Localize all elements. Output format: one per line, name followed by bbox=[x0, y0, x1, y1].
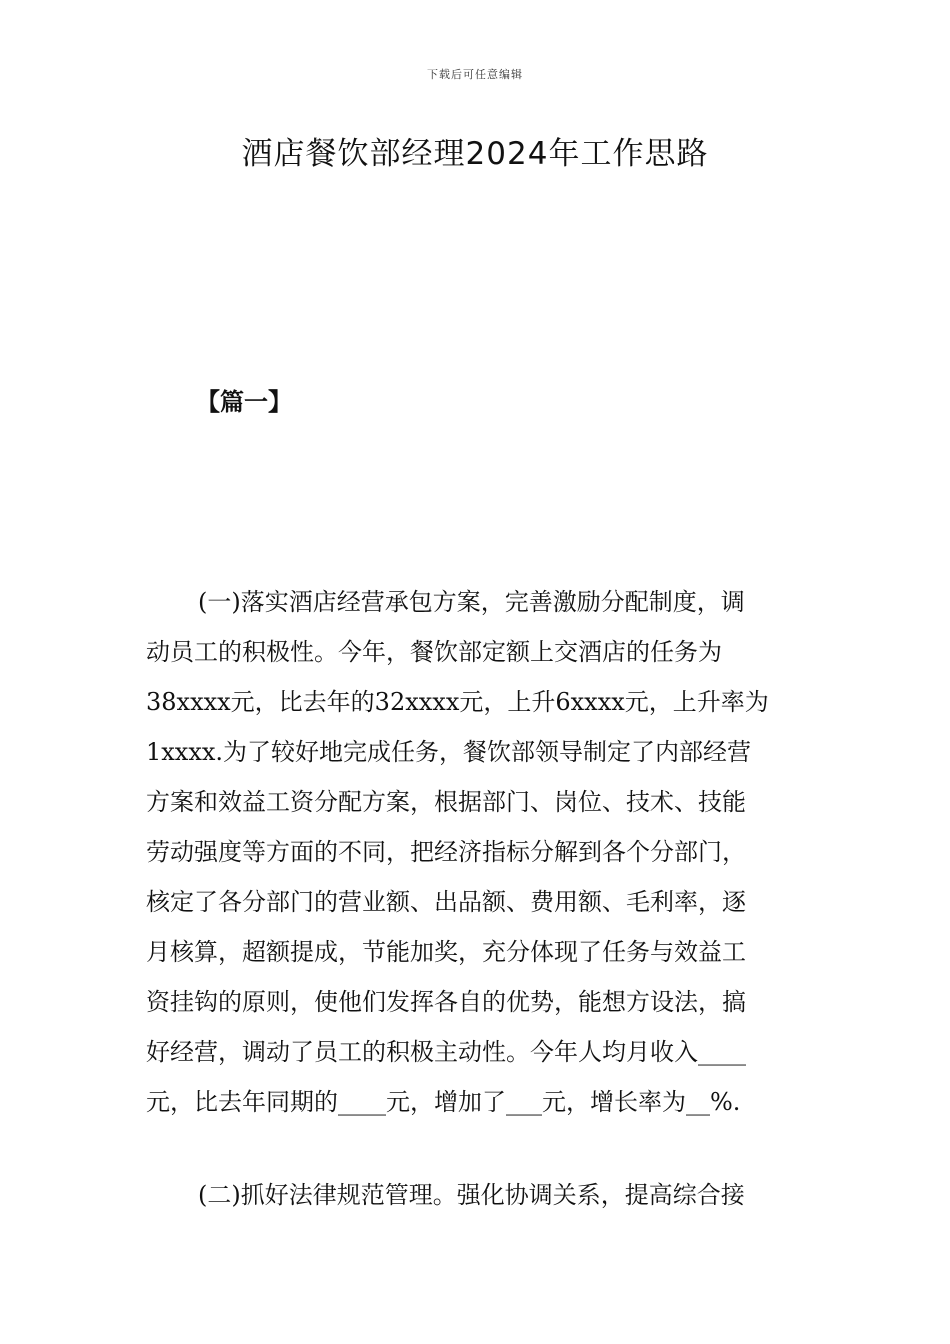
section-label: 【篇一】 bbox=[196, 388, 292, 416]
paragraph-line: 月核算，超额提成，节能加奖，充分体现了任务与效益工 bbox=[146, 938, 746, 966]
paragraph-line: 资挂钩的原则，使他们发挥各自的优势，能想方设法，搞 bbox=[146, 988, 746, 1016]
paragraph-line: 38xxxx元，比去年的32xxxx元，上升6xxxx元，上升率为 bbox=[146, 688, 769, 716]
paragraph-line: 好经营，调动了员工的积极主动性。今年人均月收入____ bbox=[146, 1038, 746, 1066]
paragraph-line: 元，比去年同期的____元，增加了___元，增长率为__%. bbox=[146, 1088, 741, 1116]
paragraph-line: 1xxxx.为了较好地完成任务，餐饮部领导制定了内部经营 bbox=[146, 738, 752, 766]
paragraph-line: 动员工的积极性。今年，餐饮部定额上交酒店的任务为 bbox=[146, 638, 722, 666]
paragraph-line: (一)落实酒店经营承包方案，完善激励分配制度，调 bbox=[198, 588, 745, 616]
paragraph-line: 劳动强度等方面的不同，把经济指标分解到各个分部门， bbox=[146, 838, 746, 866]
paragraph-2 bbox=[146, 1170, 810, 1220]
paragraph-line: 核定了各分部门的营业额、出品额、费用额、毛利率，逐 bbox=[146, 888, 746, 916]
document-title: 酒店餐饮部经理2024年工作思路 bbox=[241, 136, 709, 172]
header-note: 下载后可任意编辑 bbox=[427, 68, 523, 81]
paragraph-1 bbox=[146, 577, 810, 1127]
paragraph-line: 方案和效益工资分配方案，根据部门、岗位、技术、技能 bbox=[146, 788, 746, 816]
paragraph-line: (二)抓好法律规范管理。强化协调关系，提高综合接 bbox=[198, 1181, 745, 1209]
